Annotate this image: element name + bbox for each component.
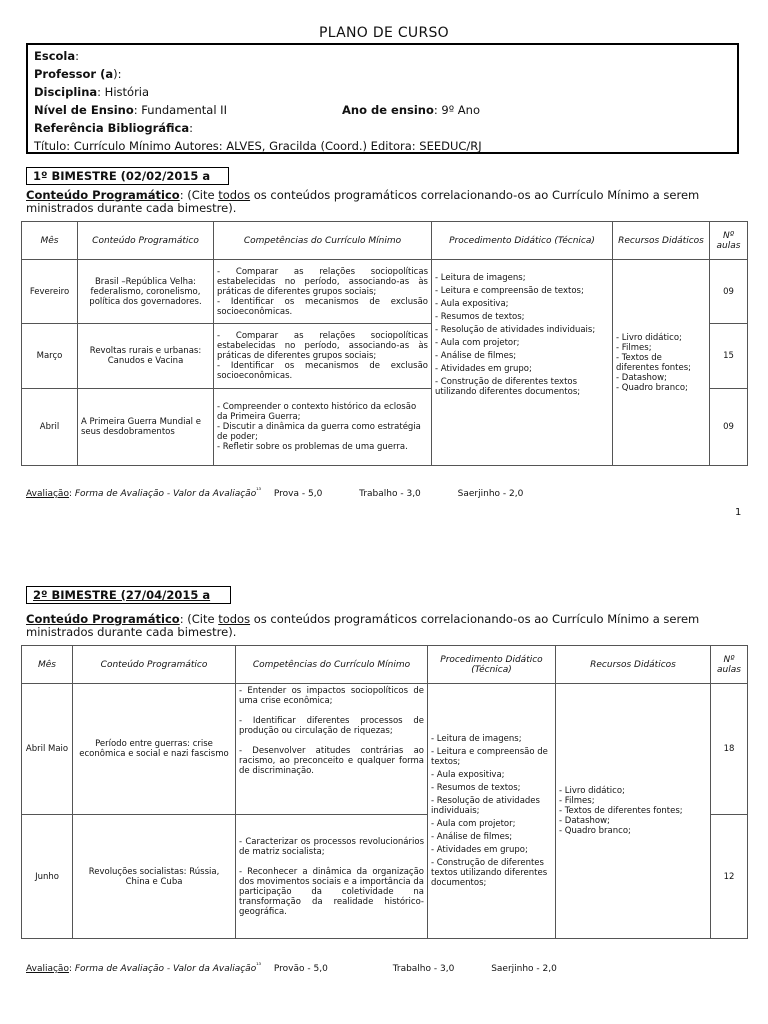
nivel-row [34, 101, 731, 119]
competencia-item: - Identificar os mecanismos de exclusão socioeconômicas. [217, 296, 428, 317]
avaliacao-label: Avaliação [26, 964, 69, 974]
course-header [26, 43, 739, 154]
conteudo-post: os conteúdos programáticos correlacionando-os ao Currículo Mínimo a serem ministrados durante cada bimestre). [26, 188, 700, 215]
table-row [22, 684, 748, 815]
col-header-competencias: Competências do Currículo Mínimo [236, 646, 428, 684]
table-header-row [22, 646, 748, 684]
col-header-conteudo: Conteúdo Programático [73, 646, 236, 684]
bimestre-2-box: 2º BIMESTRE (27/04/2015 a [26, 586, 231, 604]
avaliacao-line-1: Avaliação: Forma de Avaliação - Valor da Avaliação$^{^{13}}$ Prova - 5,0 Trabalho - 3,0 Saerjinho - 2,0 [26, 487, 524, 499]
avaliacao-line-2: Avaliação: Forma de Avaliação - Valor da Avaliação$^{^{13}}$ Provão - 5,0 Trabalho - 3,0 Saerjinho - 2,0 [26, 962, 557, 974]
avaliacao-desc: Forma de Avaliação - Valor da Avaliação [74, 489, 257, 499]
conteudo-todos: todos [218, 188, 251, 202]
procedimento-item: - Resolução de atividades individuais; [431, 796, 540, 816]
titulo-row: Título: Currículo Mínimo Autores: ALVES, Gracilda (Coord.) Editora: SEEDUC/RJ [34, 139, 482, 153]
competencias-cell [214, 260, 432, 324]
nivel-label: Nível de Ensino [34, 103, 134, 117]
recurso-item: - Quadro branco; [559, 826, 631, 836]
recurso-item: - Textos de diferentes fontes; [559, 806, 683, 816]
conteudo-label: Conteúdo Programático [26, 188, 180, 202]
avaliacao-trabalho: Trabalho - 3,0 [359, 489, 421, 499]
recurso-item: - Livro didático; [559, 786, 625, 796]
col-header-recursos: Recursos Didáticos [613, 222, 710, 260]
professor-row [34, 65, 731, 83]
recursos-cell [556, 684, 711, 939]
mes-cell: Junho [22, 815, 73, 939]
avaliacao-prova: Provão - 5,0 [273, 964, 328, 974]
escola-value: : [75, 49, 79, 63]
procedimentos-cell [432, 260, 613, 466]
procedimento-item: - Leitura de imagens; [431, 734, 522, 744]
col-header-aulas: Nº aulas [711, 646, 748, 684]
page-number: 1 [735, 507, 742, 518]
escola-label: Escola [34, 49, 76, 63]
mes-cell: Março [22, 324, 78, 389]
bimestre-1-box: 1º BIMESTRE (02/02/2015 a [26, 167, 229, 185]
competencia-item: - Identificar diferentes processos de produção ou circulação de riquezas; [239, 716, 424, 736]
aulas-cell: 09 [710, 389, 748, 466]
table-header-row [22, 222, 748, 260]
table-row [22, 260, 748, 324]
aulas-cell: 09 [710, 260, 748, 324]
competencias-cell [214, 324, 432, 389]
page-title: PLANO DE CURSO [318, 25, 449, 41]
procedimento-item: - Resolução de atividades individuais; [435, 325, 596, 335]
recurso-item: - Datashow; [559, 816, 610, 826]
col-header-procedimento: Procedimento Didático (Técnica) [432, 222, 613, 260]
competencias-cell [236, 815, 428, 939]
recurso-item: - Filmes; [616, 342, 652, 353]
referencia-row [34, 119, 731, 137]
ano-field [342, 101, 480, 119]
avaliacao-sup: ¹³ [256, 962, 262, 969]
escola-row [34, 47, 731, 65]
col-header-procedimento: Procedimento Didático (Técnica) [428, 646, 556, 684]
recursos-cell [613, 260, 710, 466]
competencia-item: - Caracterizar os processos revolucionários de matriz socialista; [239, 836, 424, 857]
recurso-item: - Quadro branco; [616, 382, 688, 393]
procedimento-item: - Aula com projetor; [431, 819, 516, 829]
avaliacao-saerjinho: Saerjinho - 2,0 [457, 489, 524, 499]
avaliacao-desc: Forma de Avaliação - Valor da Avaliação [74, 964, 257, 974]
competencias-cell [214, 389, 432, 466]
bimestre-1-table [21, 221, 748, 466]
competencia-item: - Identificar os mecanismos de exclusão socioeconômicas. [217, 361, 428, 381]
competencias-cell [236, 684, 428, 815]
procedimento-item: - Resumos de textos; [435, 312, 525, 322]
avaliacao-sup: ¹³ [256, 487, 262, 494]
procedimento-item: - Aula com projetor; [435, 338, 520, 348]
disciplina-label: Disciplina [34, 85, 98, 99]
procedimento-item: - Leitura e compreensão de textos; [435, 286, 584, 296]
ano-label: Ano de ensino [342, 103, 434, 117]
disciplina-row [34, 83, 731, 101]
col-header-conteudo: Conteúdo Programático [78, 222, 214, 260]
avaliacao-trabalho: Trabalho - 3,0 [392, 964, 455, 974]
conteudo-label: Conteúdo Programático [26, 612, 180, 626]
procedimento-item: - Atividades em grupo; [431, 845, 528, 855]
col-header-competencias: Competências do Currículo Mínimo [214, 222, 432, 260]
procedimento-item: - Aula expositiva; [435, 299, 509, 309]
recurso-item: - Textos de diferentes fontes; [616, 352, 692, 373]
conteudo-pre: : (Cite [179, 188, 219, 202]
nivel-value: : Fundamental II [133, 103, 227, 117]
competencia-item: - Refletir sobre os problemas de uma guerra. [217, 442, 408, 452]
procedimento-item: - Análise de filmes; [431, 832, 513, 842]
disciplina-value: : História [97, 85, 150, 99]
recurso-item: - Filmes; [559, 796, 595, 806]
conteudo-cell: Período entre guerras: crise econômica e social e nazi fascismo [73, 684, 236, 815]
conteudo-cell: A Primeira Guerra Mundial e seus desdobramentos [78, 389, 214, 466]
col-header-mes: Mês [22, 646, 73, 684]
competencia-item: - Desenvolver atitudes contrárias ao racismo, ao preconceito e qualquer forma de discriminação. [239, 746, 424, 776]
procedimento-item: - Construção de diferentes textos utilizando diferentes documentos; [431, 858, 548, 888]
aulas-cell: 18 [711, 684, 748, 815]
competencia-item: - Discutir a dinâmica da guerra como estratégia de poder; [217, 422, 421, 442]
competencia-item: - Comparar as relações sociopolíticas estabelecidas no período, associando-as às práticas de diferentes grupos sociais; [217, 266, 428, 297]
procedimento-item: - Resumos de textos; [431, 783, 521, 793]
competencia-item: - Comparar as relações sociopolíticas estabelecidas no período, associando-as às práticas de diferentes grupos sociais; [217, 331, 428, 361]
recurso-item: - Datashow; [616, 372, 667, 383]
professor-label: Professor (a [34, 67, 114, 81]
competencia-item: - Compreender o contexto histórico da eclosão da Primeira Guerra; [217, 402, 417, 422]
referencia-label: Referência Bibliográfica [34, 121, 190, 135]
procedimento-item: - Análise de filmes; [435, 351, 517, 361]
referencia-value: : [189, 121, 194, 135]
conteudo-cell: Brasil –República Velha: federalismo, coronelismo, política dos governadores. [78, 260, 214, 324]
procedimento-item: - Atividades em grupo; [435, 364, 532, 374]
aulas-cell: 15 [710, 324, 748, 389]
avaliacao-prova: Prova - 5,0 [273, 489, 323, 499]
mes-cell: Abril Maio [22, 684, 73, 815]
col-header-aulas: Nº aulas [710, 222, 748, 260]
recurso-item: - Livro didático; [616, 332, 682, 343]
col-header-recursos: Recursos Didáticos [556, 646, 711, 684]
conteudo-pre: : (Cite [179, 612, 219, 626]
procedimentos-cell [428, 684, 556, 939]
competencia-item: - Reconhecer a dinâmica da organização dos movimentos sociais e a importância da participação da coletividade na transformação da realidade histórico-geográfica. [239, 866, 424, 917]
mes-cell: Abril [22, 389, 78, 466]
avaliacao-label: Avaliação [26, 489, 69, 499]
competencia-item: - Entender os impactos sociopolíticos de uma crise econômica; [239, 686, 424, 706]
aulas-cell: 12 [711, 815, 748, 939]
conteudo-cell: Revoltas rurais e urbanas: Canudos e Vacina [78, 324, 214, 389]
conteudo-todos: todos [218, 612, 251, 626]
col-header-mes: Mês [22, 222, 78, 260]
procedimento-item: - Construção de diferentes textos utilizando diferentes documentos; [435, 377, 581, 397]
procedimento-item: - Aula expositiva; [431, 770, 505, 780]
procedimento-item: - Leitura de imagens; [435, 273, 526, 283]
conteudo-instructions-2 [26, 613, 746, 639]
procedimento-item: - Leitura e compreensão de textos; [431, 747, 548, 767]
bimestre-2-table [21, 645, 748, 939]
conteudo-instructions-1 [26, 189, 746, 215]
ano-value: : 9º Ano [433, 103, 481, 117]
conteudo-cell: Revoluções socialistas: Rússia, China e Cuba [73, 815, 236, 939]
conteudo-post: os conteúdos programáticos correlacionando-os ao Currículo Mínimo a serem ministrados durante cada bimestre). [26, 612, 700, 639]
avaliacao-saerjinho: Saerjinho - 2,0 [491, 964, 557, 974]
mes-cell: Fevereiro [22, 260, 78, 324]
professor-value: ): [113, 67, 122, 81]
